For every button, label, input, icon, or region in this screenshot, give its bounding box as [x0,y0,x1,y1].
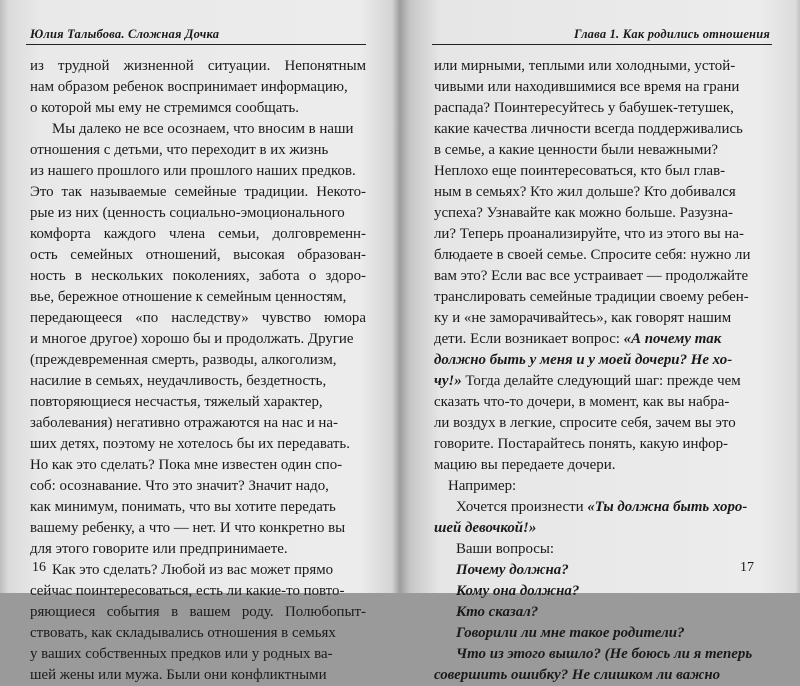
text-line: сейчас поинтересоваться, есть ли какие-то повто- [30,583,345,599]
text-line: транслировать семейные традиции своему ребен- [434,289,749,305]
text-line: повторяющиеся несчастья, тяжелый характер, [30,394,323,410]
text-line: вам это? Если вас все устраивает — продолжайте [434,268,749,284]
question-item: Почему должна? [456,562,569,578]
text-line: ствовать, как складывались отношения в семьях [30,625,336,641]
text-line: ли? Теперь проанализируйте, что из этого вы на- [434,226,744,242]
emphasized-question-end: чу!» [434,373,462,389]
text-line: соб: осознавание. Что это значит? Значит надо, [30,478,329,494]
text-line: ших детях, поэтому не хотелось бы их передавать. [30,436,350,452]
text-line: комфорта каждого члена семьи, долговременн- [30,226,366,242]
text-line: ли воздух в легкие, спросите себя, зачем вы это [434,415,736,431]
question-item: Что из этого вышло? (Не боюсь ли я теперь [456,646,753,662]
text-line: сказать что-то дочери, в момент, как вы набра- [434,394,730,410]
text-line: или мирными, теплыми или холодными, устой- [434,58,736,74]
text-line: ряющиеся события в вашем роду. Полюбопыт- [30,604,366,620]
text-line: Как это сделать? Любой из вас может прямо [52,562,334,578]
text-segment: Тогда делайте следующий шаг: прежде чем [461,373,741,389]
page-number-left: 16 [32,560,46,575]
right-page [402,0,800,683]
text-line [434,329,776,350]
text-line: о которой мы ему не стремимся сообщать. [30,100,300,116]
text-line: распада? Поинтересуйтесь у бабушек-тетушек, [434,100,734,116]
right-page-text [434,56,776,686]
text-line: Но как это сделать? Пока мне известен один спо- [30,457,343,473]
text-line: чивыми или находившимися все время на грани [434,79,740,95]
page-number-right: 17 [740,560,754,575]
left-page-text [30,56,366,686]
left-page [0,0,398,683]
text-line: блюдаете в своей семье. Спросите себя: нужно ли [434,247,751,263]
text-line: говорите. Постарайтесь понять, какую инфор- [434,436,728,452]
text-line: должно быть у меня и у моей дочери? Не хо- [434,352,733,368]
text-line: в семье, а какие ценности были неважными? [434,142,719,158]
text-line: заболевания) негативно отражаются на нас и на- [30,415,338,431]
text-line [434,371,776,392]
emphasized-question: «А почему так [623,331,722,347]
text-line: Ваши вопросы: [456,541,555,557]
text-line: шей девочкой!» [434,520,537,536]
text-line: шей жены или мужа. Были они конфликтными [30,667,327,683]
text-line: насилие в семьях, неудачливость, бездетность, [30,373,327,389]
text-line: как минимум, понимать, что вы хотите передать [30,499,336,515]
text-segment: Хочется произнести [456,499,588,515]
text-line: Это так называемые семейные традиции. Некото- [30,184,366,200]
text-line: ость семейных отношений, высокая образован- [30,247,366,263]
text-line: у ваших собственных предков или у родных ва- [30,646,333,662]
question-item: Кто сказал? [456,604,539,620]
header-rule-right [432,44,772,45]
text-line: какие качества личности всегда поддерживались [434,121,743,137]
emphasized-phrase: «Ты должна быть хоро- [587,499,748,515]
text-line: нам образом ребенок воспринимает информацию, [30,79,348,95]
text-line: вашему ребенку, а что — нет. И что конкретно вы [30,520,346,536]
text-line: из трудной жизненной ситуации. Непонятным [30,58,366,74]
text-line: ку и «не заморачивайтесь», как говорят нашим [434,310,732,326]
text-line: вье, бережное отношение к семейным ценностям, [30,289,347,305]
question-item: совершить ошибку? Не слишком ли важно [434,667,721,683]
running-header-left: Юлия Талыбова. Сложная Дочка [30,27,220,41]
text-line: рые из них (ценность социально-эмоционального [30,205,345,221]
text-line: отношения с детьми, что переходит в их жизнь [30,142,329,158]
text-line: передающееся «по наследству» чувство юмора [30,310,366,326]
running-header-right: Глава 1. Как родились отношения [573,27,770,41]
text-line: и многое другое) хорошо бы и продолжать. Другие [30,331,354,347]
text-line: Мы далеко не все осознаем, что вносим в наши [52,121,354,137]
text-line: мацию вы передаете дочери. [434,457,616,473]
example-label: Например: [448,478,517,494]
header-rule-left [26,44,366,45]
text-line: ным в семьях? Кто жил дольше? Кто добивался [434,184,736,200]
question-item: Кому она должна? [456,583,580,599]
text-line: успеха? Узнавайте как можно больше. Разузна- [434,205,733,221]
text-segment: дети. Если возникает вопрос: [434,331,624,347]
text-line [434,497,776,518]
text-line: ность в нескольких поколениях, забота о здоро- [30,268,366,284]
text-line: Неплохо еще поинтересоваться, кто был глав- [434,163,726,179]
text-line: для этого говорите или предпринимаете. [30,541,288,557]
question-item: Говорили ли мне такое родители? [456,625,685,641]
text-line: (преждевременная смерть, разводы, алкоголизм, [30,352,337,368]
text-line: из нашего прошлого или прошлого наших предков. [30,163,356,179]
